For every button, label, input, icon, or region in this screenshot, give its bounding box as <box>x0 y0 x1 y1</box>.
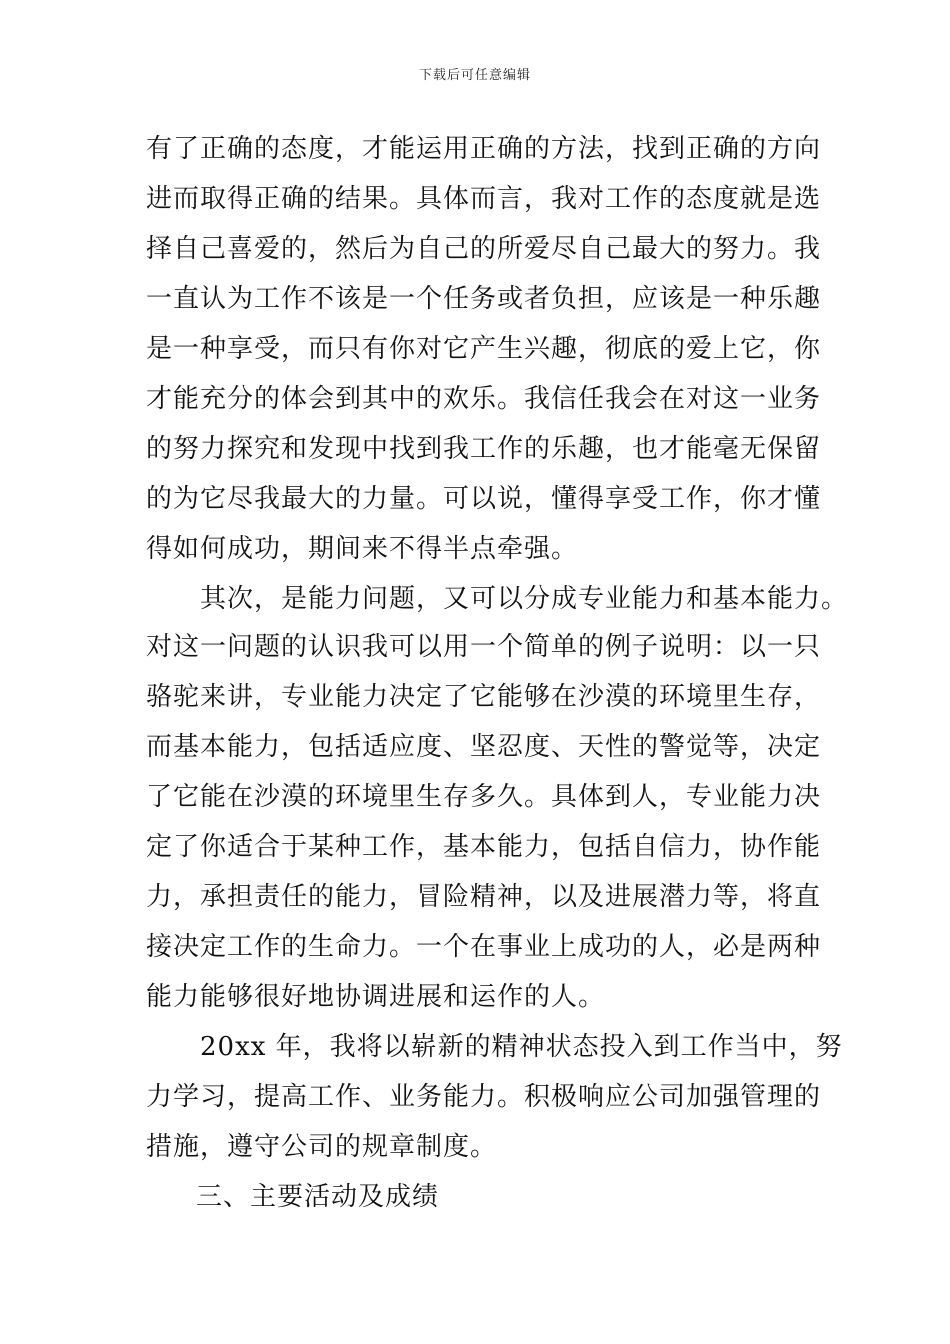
text-line: 对这一问题的认识我可以用一个简单的例子说明：以一只 <box>146 632 822 662</box>
text-line: 措施，遵守公司的规章制度。 <box>146 1132 498 1162</box>
text-line: 才能充分的体会到其中的欢乐。我信任我会在对这一业务 <box>146 384 822 414</box>
text-line: 接决定工作的生命力。一个在事业上成功的人，必是两种 <box>146 932 822 962</box>
text-line: 一直认为工作不该是一个任务或者负担，应该是一种乐趣 <box>146 284 822 314</box>
text-line: 力学习，提高工作、业务能力。积极响应公司加强管理的 <box>146 1082 822 1112</box>
text-line: 的努力探究和发现中找到我工作的乐趣，也才能毫无保留 <box>146 434 822 464</box>
text-line: 力，承担责任的能力，冒险精神，以及进展潜力等，将直 <box>146 882 822 912</box>
text-line: 进而取得正确的结果。具体而言，我对工作的态度就是选 <box>146 184 822 214</box>
page-header: 下载后可任意编辑 <box>418 68 531 83</box>
text-line: 是一种享受，而只有你对它产生兴趣，彻底的爱上它，你 <box>146 334 822 364</box>
text-line: 的为它尽我最大的力量。可以说，懂得享受工作，你才懂 <box>146 484 822 514</box>
text-line: 其次，是能力问题，又可以分成专业能力和基本能力。 <box>200 584 849 614</box>
text-line: 而基本能力，包括适应度、坚忍度、天性的警觉等，决定 <box>146 732 822 762</box>
text-line: 有了正确的态度，才能运用正确的方法，找到正确的方向 <box>146 134 822 164</box>
text-line: 定了你适合于某种工作，基本能力，包括自信力，协作能 <box>146 832 822 862</box>
text-line: 得如何成功，期间来不得半点牵强。 <box>146 534 579 564</box>
text-line: 择自己喜爱的，然后为自己的所爱尽自己最大的努力。我 <box>146 234 822 264</box>
text-line: 骆驼来讲，专业能力决定了它能够在沙漠的环境里生存， <box>146 682 822 712</box>
text-line: 能力能够很好地协调进展和运作的人。 <box>146 982 606 1012</box>
text-line: 了它能在沙漠的环境里生存多久。具体到人，专业能力决 <box>146 782 822 812</box>
text-line: 三、主要活动及成绩 <box>196 1182 440 1212</box>
text-line: 20xx 年，我将以崭新的精神状态投入到工作当中，努 <box>200 1032 843 1062</box>
